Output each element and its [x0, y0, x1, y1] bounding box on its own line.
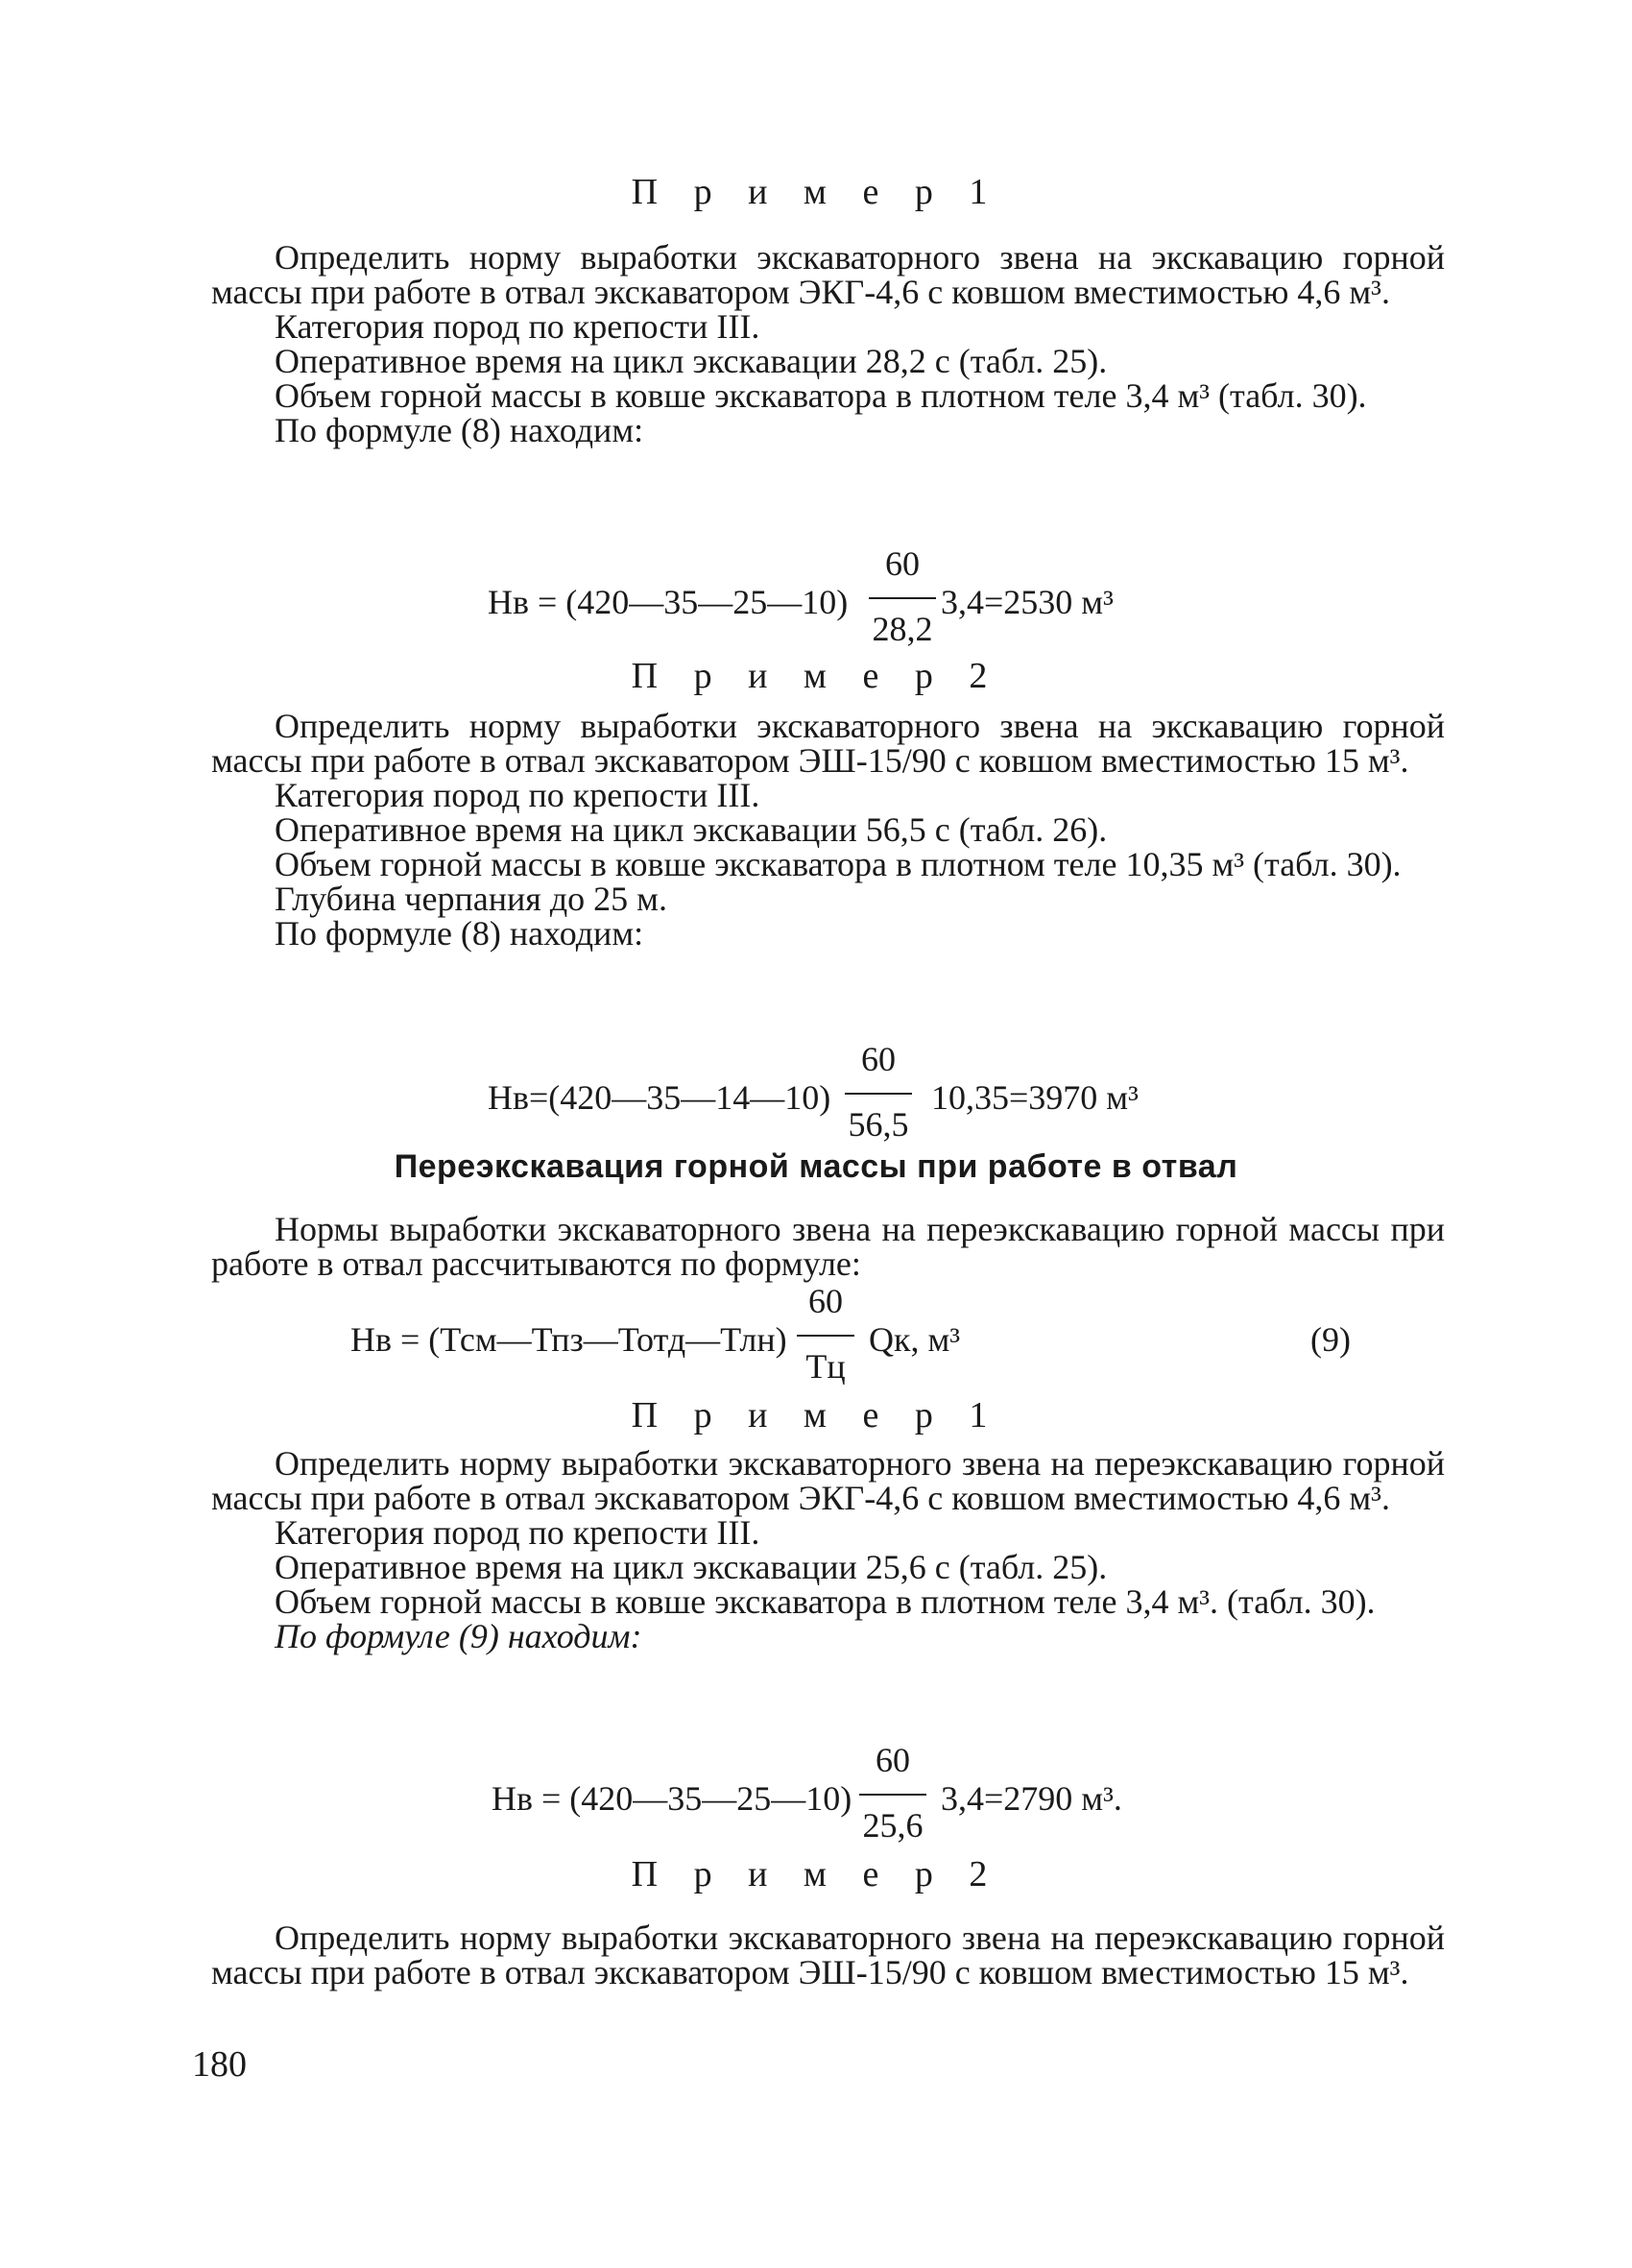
- formula-2: [0, 1039, 1632, 1154]
- section-title: Переэкскавация горной массы при работе в отвал: [394, 1148, 1238, 1185]
- formula-4-lhs: Нв = (420—35—25—10): [492, 1779, 852, 1818]
- example-4-body: [211, 1920, 1445, 1990]
- formula-9-fraction-bar: [797, 1335, 854, 1337]
- example-3-formula-intro: По формуле (9) находим:: [275, 1617, 642, 1655]
- example-4-heading: П р и м е р 2: [631, 1854, 1001, 1894]
- example-1-category: Категория пород по крепости III.: [275, 307, 760, 346]
- formula-1-rhs: 3,4=2530 м³: [941, 583, 1114, 621]
- formula-9-number: (9): [1310, 1320, 1351, 1359]
- example-1-heading: П р и м е р 1: [631, 172, 1001, 212]
- example-1-formula-intro: По формуле (8) находим:: [275, 411, 644, 449]
- example-3-body: [211, 1446, 1445, 1653]
- formula-2-lhs: Нв=(420—35—14—10): [488, 1078, 831, 1117]
- formula-2-rhs: 10,35=3970 м³: [931, 1078, 1139, 1117]
- formula-2-numerator: 60: [861, 1040, 896, 1078]
- example-1-volume: Объем горной массы в ковше экскаватора в плотном теле 3,4 м³ (табл. 30).: [275, 376, 1367, 415]
- formula-9-lhs: Нв = (Тсм—Тпз—Тотд—Тлн): [350, 1320, 787, 1359]
- example-2-formula-intro: По формуле (8) находим:: [275, 914, 644, 953]
- example-2-depth: Глубина черпания до 25 м.: [275, 880, 667, 918]
- formula-1-denominator: 28,2: [872, 610, 933, 648]
- example-2-heading: П р и м е р 2: [631, 656, 1001, 696]
- formula-9-numerator: 60: [808, 1282, 843, 1320]
- formula-1: [0, 543, 1632, 659]
- formula-9-rhs: Qк, м³: [869, 1320, 961, 1359]
- formula-9-denominator: Тц: [805, 1347, 846, 1386]
- formula-4-rhs: 3,4=2790 м³.: [941, 1779, 1122, 1818]
- example-1-body: [211, 240, 1445, 447]
- formula-1-lhs: Нв = (420—35—25—10): [488, 583, 849, 621]
- example-1-task: Определить норму выработки экскаваторного звена на экскавацию горной массы при работе в отвал экскаватором ЭКГ-4,6 с ковшом вместимостью 4,6 м³.: [211, 238, 1445, 311]
- formula-2-denominator: 56,5: [848, 1105, 909, 1144]
- example-1-cycle-time: Оперативное время на цикл экскавации 28,2 с (табл. 25).: [275, 342, 1108, 380]
- page-number: 180: [192, 2044, 247, 2085]
- formula-4-fraction-bar: [859, 1794, 926, 1796]
- formula-9: [0, 1281, 1632, 1396]
- example-2-task: Определить норму выработки экскаваторного звена на экскавацию горной массы при работе в отвал экскаватором ЭШ-15/90 с ковшом вместимостью 15 м³.: [211, 707, 1445, 780]
- formula-1-fraction-bar: [869, 597, 936, 599]
- example-2-category: Категория пород по крепости III.: [275, 776, 760, 814]
- example-3-cycle-time: Оперативное время на цикл экскавации 25,6 с (табл. 25).: [275, 1548, 1108, 1586]
- section-description: Нормы выработки экскаваторного звена на переэкскавацию горной массы при работе в отвал рассчитываются по формуле:: [211, 1210, 1445, 1283]
- example-2-volume: Объем горной массы в ковше экскаватора в плотном теле 10,35 м³ (табл. 30).: [275, 845, 1402, 883]
- example-3-volume: Объем горной массы в ковше экскаватора в плотном теле 3,4 м³. (табл. 30).: [275, 1582, 1376, 1621]
- example-2-body: [211, 709, 1445, 951]
- section-body: [211, 1212, 1445, 1281]
- formula-4: [0, 1740, 1632, 1855]
- formula-4-numerator: 60: [876, 1741, 910, 1779]
- example-3-heading: П р и м е р 1: [631, 1395, 1001, 1436]
- example-3-category: Категория пород по крепости III.: [275, 1513, 760, 1552]
- example-3-task: Определить норму выработки экскаваторного звена на переэкскавацию горной массы при работе в отвал экскаватором ЭКГ-4,6 с ковшом вместимостью 4,6 м³.: [211, 1444, 1445, 1517]
- formula-4-denominator: 25,6: [862, 1806, 924, 1845]
- formula-1-numerator: 60: [885, 544, 920, 583]
- example-4-task: Определить норму выработки экскаваторного звена на переэкскавацию горной массы при работе в отвал экскаватором ЭШ-15/90 с ковшом вместимостью 15 м³.: [211, 1918, 1445, 1991]
- formula-2-fraction-bar: [845, 1093, 912, 1095]
- example-2-cycle-time: Оперативное время на цикл экскавации 56,5 с (табл. 26).: [275, 810, 1108, 849]
